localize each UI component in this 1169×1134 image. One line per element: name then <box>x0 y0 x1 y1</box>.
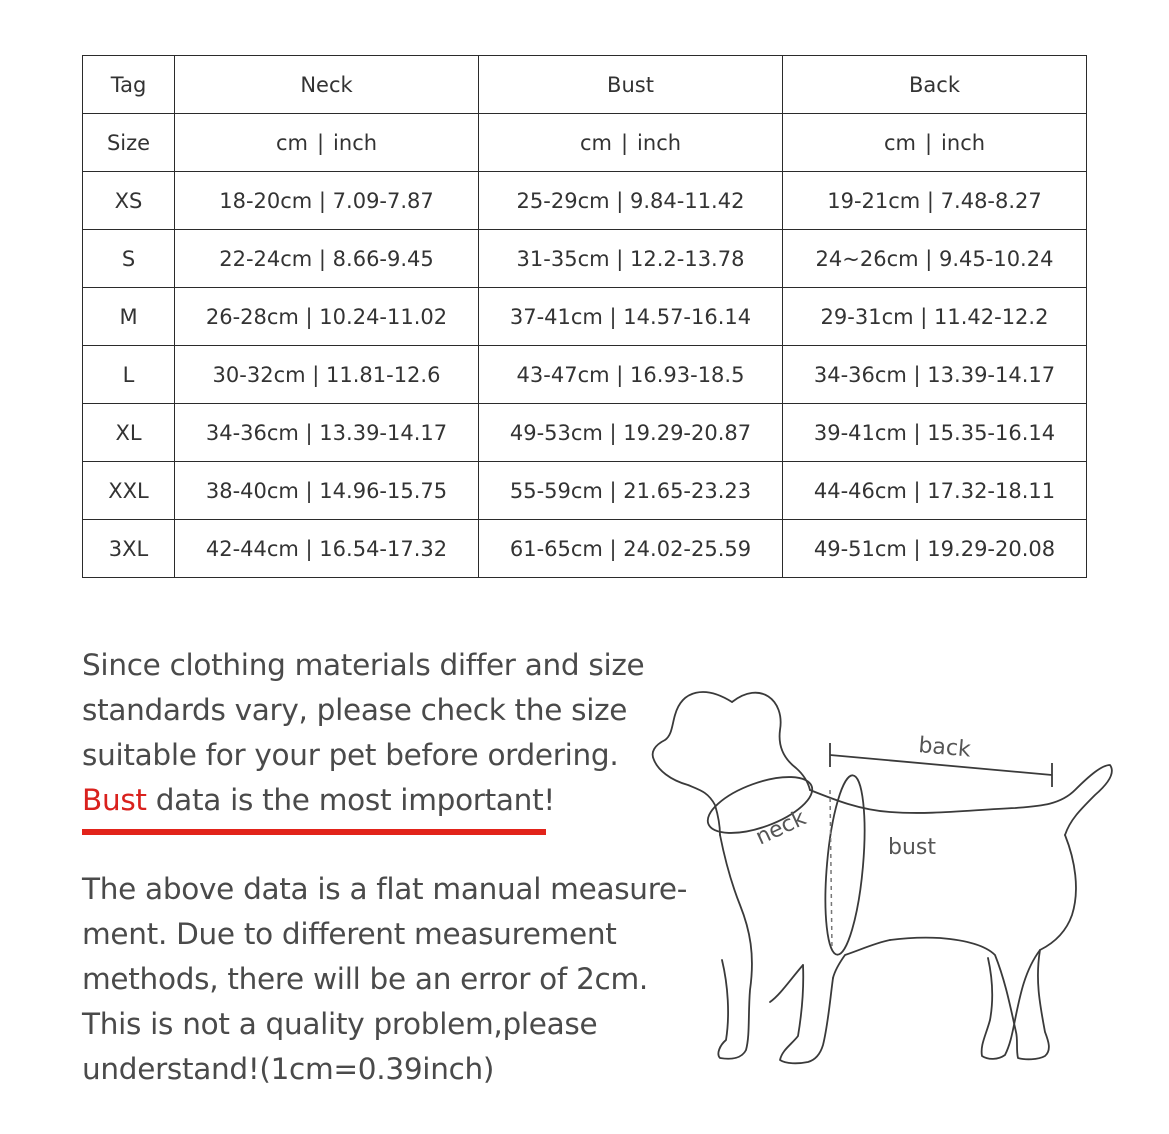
unit-cm: cm <box>883 130 916 155</box>
size-cell: M <box>83 288 175 346</box>
dog-outline-hind <box>890 835 1076 1059</box>
dog-outline-head <box>653 692 732 835</box>
size-cell: S <box>83 230 175 288</box>
unit-cell-back <box>783 114 1087 172</box>
size-cell: XS <box>83 172 175 230</box>
back-cell: 19-21cm | 7.48-8.27 <box>783 172 1087 230</box>
dog-outline-ear <box>732 693 810 790</box>
notice-line-rest: data is the most important! <box>146 783 555 817</box>
bust-cell: 43-47cm | 16.93-18.5 <box>479 346 783 404</box>
table-row <box>83 172 1087 230</box>
back-cell: 24~26cm | 9.45-10.24 <box>783 230 1087 288</box>
bust-dashed-line <box>830 790 832 950</box>
disclaimer-line: understand!(1cm=0.39inch) <box>82 1052 495 1086</box>
size-chart-table <box>82 55 1087 578</box>
dog-outline-chest <box>718 835 752 1059</box>
bust-label: bust <box>888 835 936 860</box>
table-row <box>83 462 1087 520</box>
back-cell: 29-31cm | 11.42-12.2 <box>783 288 1087 346</box>
notice-line: Since clothing materials differ and size <box>82 648 645 682</box>
header-neck: Neck <box>175 56 479 114</box>
unit-cm: cm <box>579 130 612 155</box>
dog-outline-belly <box>833 940 890 978</box>
unit-separator: | <box>316 130 325 155</box>
disclaimer-line: The above data is a flat manual measure- <box>82 872 688 906</box>
sizing-notice <box>82 643 682 823</box>
table-row <box>83 230 1087 288</box>
unit-separator: | <box>924 130 933 155</box>
table-row <box>83 404 1087 462</box>
disclaimer-line: This is not a quality problem,please <box>82 1007 598 1041</box>
header-bust: Bust <box>479 56 783 114</box>
bust-emphasis: Bust <box>82 783 147 817</box>
size-cell: XXL <box>83 462 175 520</box>
neck-cell: 30-32cm | 11.81-12.6 <box>175 346 479 404</box>
back-cell: 44-46cm | 17.32-18.11 <box>783 462 1087 520</box>
neck-cell: 42-44cm | 16.54-17.32 <box>175 520 479 578</box>
neck-cell: 26-28cm | 10.24-11.02 <box>175 288 479 346</box>
dog-outline-hind-2 <box>982 950 1040 1059</box>
bust-ring <box>819 774 871 956</box>
back-label: back <box>917 733 972 763</box>
notice-emphasis-line <box>82 778 682 823</box>
unit-cell-bust <box>479 114 783 172</box>
disclaimer-line: methods, there will be an error of 2cm. <box>82 962 648 996</box>
notice-line: suitable for your pet before ordering. <box>82 738 619 772</box>
bust-cell: 61-65cm | 24.02-25.59 <box>479 520 783 578</box>
bust-cell: 55-59cm | 21.65-23.23 <box>479 462 783 520</box>
unit-inch: inch <box>637 130 682 155</box>
measurement-disclaimer <box>82 867 688 1092</box>
units-row <box>83 114 1087 172</box>
table-row <box>83 288 1087 346</box>
size-cell: L <box>83 346 175 404</box>
red-divider <box>82 829 546 835</box>
header-tag: Tag <box>83 56 175 114</box>
header-row <box>83 56 1087 114</box>
bust-cell: 37-41cm | 14.57-16.14 <box>479 288 783 346</box>
size-cell: 3XL <box>83 520 175 578</box>
dog-outline-front-leg-2 <box>770 965 803 1002</box>
header-back: Back <box>783 56 1087 114</box>
table-row <box>83 520 1087 578</box>
unit-separator: | <box>620 130 629 155</box>
dog-outline-front-leg <box>780 965 833 1063</box>
unit-inch: inch <box>941 130 986 155</box>
disclaimer-line: ment. Due to different measurement <box>82 917 617 951</box>
bust-cell: 25-29cm | 9.84-11.42 <box>479 172 783 230</box>
neck-cell: 18-20cm | 7.09-7.87 <box>175 172 479 230</box>
back-cell: 34-36cm | 13.39-14.17 <box>783 346 1087 404</box>
back-cell: 49-51cm | 19.29-20.08 <box>783 520 1087 578</box>
unit-inch: inch <box>333 130 378 155</box>
table-row <box>83 346 1087 404</box>
size-label: Size <box>83 114 175 172</box>
neck-cell: 38-40cm | 14.96-15.75 <box>175 462 479 520</box>
bust-cell: 31-35cm | 12.2-13.78 <box>479 230 783 288</box>
notice-line: standards vary, please check the size <box>82 693 628 727</box>
unit-cell-neck <box>175 114 479 172</box>
unit-cm: cm <box>275 130 308 155</box>
neck-cell: 34-36cm | 13.39-14.17 <box>175 404 479 462</box>
bust-cell: 49-53cm | 19.29-20.87 <box>479 404 783 462</box>
dog-measurement-diagram <box>620 640 1140 1120</box>
neck-cell: 22-24cm | 8.66-9.45 <box>175 230 479 288</box>
neck-label: neck <box>751 805 810 851</box>
back-cell: 39-41cm | 15.35-16.14 <box>783 404 1087 462</box>
size-cell: XL <box>83 404 175 462</box>
